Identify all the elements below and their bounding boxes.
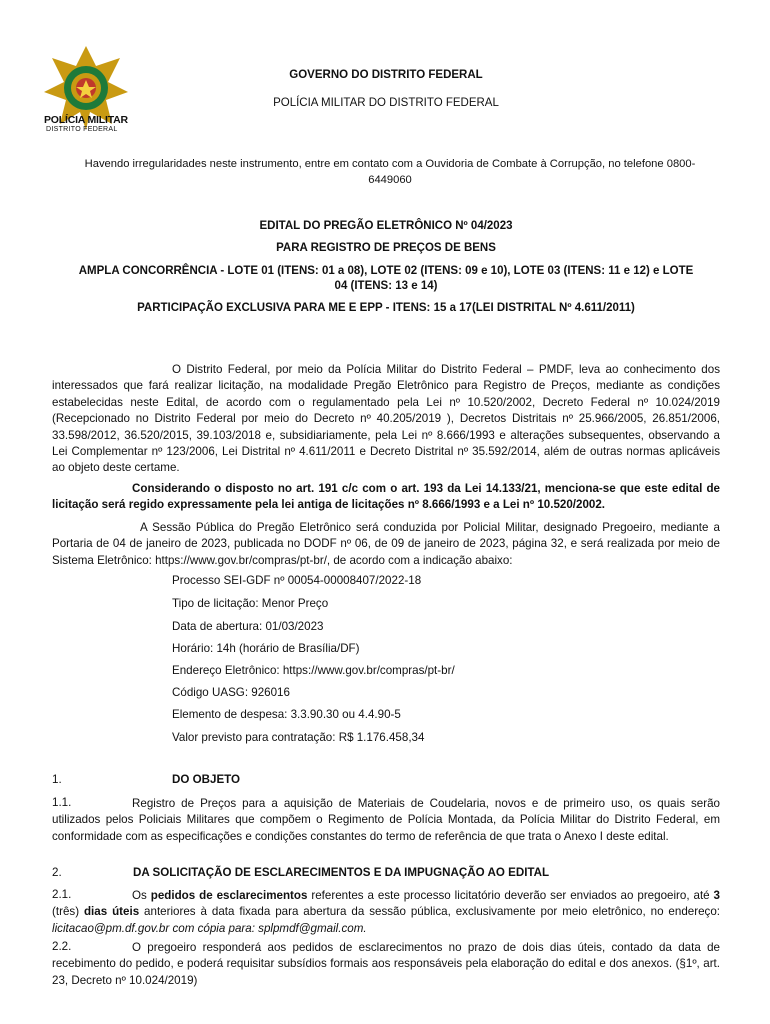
edital-lots-line1: AMPLA CONCORRÊNCIA - LOTE 01 (ITENS: 01 a 08), LOTE 02 (ITENS: 09 e 10), LOTE 03 (ITENS: 11 e 12) e LOTE [78, 265, 694, 277]
section2-number: 2. [52, 866, 62, 879]
header-police: POLÍCIA MILITAR DO DISTRITO FEDERAL [273, 97, 499, 109]
section2-title: DA SOLICITAÇÃO DE ESCLARECIMENTOS E DA IMPUGNAÇÃO AO EDITAL [133, 866, 550, 879]
edital-lots [52, 264, 720, 294]
s21-f: dias úteis [83, 905, 140, 919]
edital-subtitle: PARA REGISTRO DE PREÇOS DE BENS [276, 242, 496, 254]
detail-opening-date: Data de abertura: 01/03/2023 [172, 620, 324, 633]
intro-paragraph: O Distrito Federal, por meio da Polícia Militar do Distrito Federal – PMDF, leva ao conhecimento dos interessados que fará realizar licitação, na modalidade Pregão Eletrônico para Registro de Preços, mediante as condições estabelecidas neste Edital, de acordo com o regulamentado pela Lei nº 10.520/2002, Decreto Federal nº 10.024/2019 (Recepcionado no Distrito Federal por meio do Decreto nº 40.205/2019 ), Decretos Distritais nº 25.966/2005, 26.851/2006, 33.598/2012, 36.520/2015, 39.103/2018 e, subsidiariamente, pela Lei nº 8.666/1993 e alterações subsequentes, observando a Lei Complementar nº 123/2006, Lei Distrital nº 4.611/2011 e Decreto Distrital nº 35.592/2014, além de outras normas aplicáveis ao objeto deste certame. [52, 363, 720, 475]
edital-exclusive: PARTICIPAÇÃO EXCLUSIVA PARA ME E EPP - ITENS: 15 a 17(LEI DISTRITAL Nº 4.611/2011) [137, 302, 635, 314]
s21-email: licitacao@pm.df.gov.br com cópia para: splpmdf@gmail.com. [52, 921, 367, 935]
section1-1-number: 1.1. [52, 796, 72, 809]
section2-1-number: 2.1. [52, 888, 72, 901]
section1-number: 1. [52, 773, 62, 786]
s21-d: 3 [713, 889, 720, 902]
detail-expense: Elemento de despesa: 3.3.90.30 ou 4.4.90-5 [172, 708, 401, 721]
section2-1-text [52, 888, 720, 937]
legal-basis-paragraph: Considerando o disposto no art. 191 c/c com o art. 193 da Lei 14.133/21, menciona-se que este edital de licitação será regido expressamente pela lei antiga de licitações nº 8.666/1993 e a Lei nº 10.520/2002. [52, 482, 720, 512]
s21-c: referentes a este processo licitatório deverão ser enviados ao pregoeiro, até [307, 889, 714, 902]
logo-caption-title: POLÍCIA MILITAR [44, 114, 128, 126]
s21-e: (três) [52, 905, 84, 919]
detail-process: Processo SEI-GDF nº 00054-00008407/2022-18 [172, 574, 422, 587]
section1-title: DO OBJETO [172, 773, 241, 786]
notice-line2: 6449060 [368, 174, 412, 186]
header-government: GOVERNO DO DISTRITO FEDERAL [289, 69, 483, 81]
ouvidoria-notice [60, 156, 720, 188]
logo-caption-subtitle: DISTRITO FEDERAL [46, 126, 118, 132]
section2-2-text: O pregoeiro responderá aos pedidos de esclarecimentos no prazo de dois dias úteis, contado da data de recebimento do pedido, e poderá requisitar subsídios formais aos responsáveis pela elaboração do edital e dos anexos. (§1º, art. 23, Decreto nº 10.024/2019) [52, 941, 720, 987]
section2-2-number: 2.2. [52, 940, 72, 953]
edital-lots-line2: 04 (ITENS: 13 e 14) [334, 280, 438, 292]
detail-value: Valor previsto para contratação: R$ 1.176.458,34 [172, 731, 425, 744]
detail-uasg: Código UASG: 926016 [172, 686, 290, 699]
s21-b: pedidos de esclarecimentos [150, 889, 308, 902]
detail-address: Endereço Eletrônico: https://www.gov.br/compras/pt-br/ [172, 664, 455, 677]
session-paragraph: A Sessão Pública do Pregão Eletrônico será conduzida por Policial Militar, designado Pregoeiro, mediante a Portaria de 04 de janeiro de 2023, publicada no DODF nº 06, de 09 de janeiro de 2023, página 32, e será realizada por meio de Sistema Eletrônico: https://www.gov.br/compras/pt-br/, de acordo com a indicação abaixo: [52, 521, 720, 567]
s21-a: Os [132, 889, 151, 902]
detail-type: Tipo de licitação: Menor Preço [172, 597, 329, 610]
detail-time: Horário: 14h (horário de Brasília/DF) [172, 642, 360, 655]
section1-1-text: Registro de Preços para a aquisição de Materiais de Coudelaria, novos e de primeiro uso, os quais serão utilizados pelos Policiais Militares que compõem o Regimento de Polícia Montada, da Polícia Militar do Distrito Federal, em conformidade com as especificações e condições constantes do termo de referência de que trata o Anexo I deste edital. [52, 797, 720, 843]
s21-g: anteriores à data fixada para abertura da sessão pública, exclusivamente por meio eletrônico, no endereço: [139, 905, 720, 919]
edital-title: EDITAL DO PREGÃO ELETRÔNICO Nº 04/2023 [259, 220, 513, 232]
notice-line1: Havendo irregularidades neste instrumento, entre em contato com a Ouvidoria de Combate à Corrupção, no telefone 0800- [84, 158, 696, 170]
